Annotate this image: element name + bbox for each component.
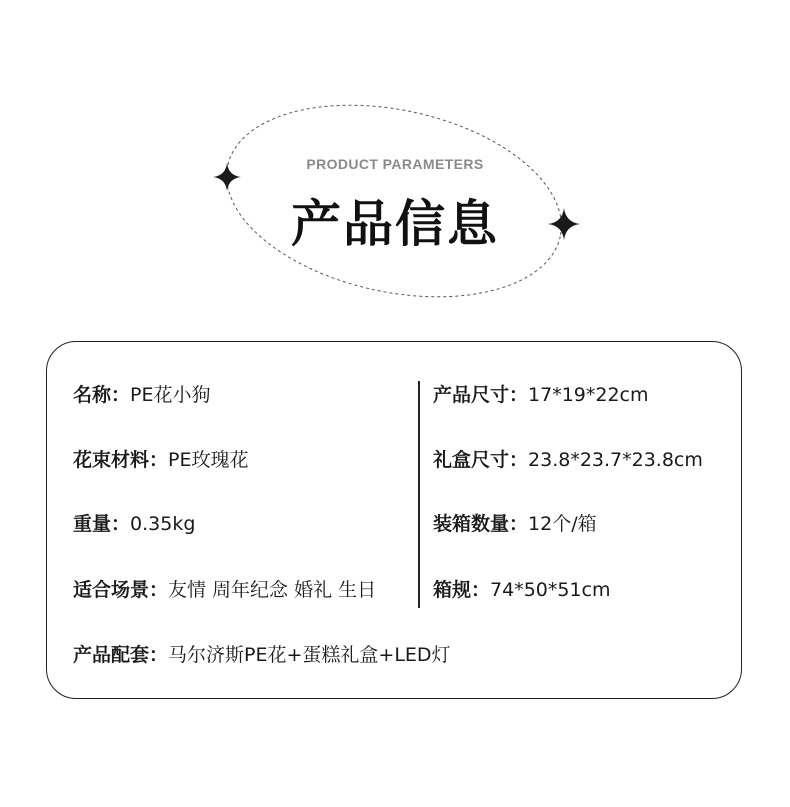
param-value: 马尔济斯PE花+蛋糕礼盒+LED灯 (168, 644, 451, 666)
param-row-accessories (73, 643, 451, 667)
param-label: 适合场景： (73, 579, 169, 601)
param-label: 产品尺寸： (433, 384, 529, 406)
param-value: 23.8*23.7*23.8cm (528, 449, 703, 471)
param-label: 箱规： (433, 579, 491, 601)
param-row-material (73, 448, 248, 472)
param-value: 友情 周年纪念 婚礼 生日 (168, 579, 377, 601)
section-subtitle: PRODUCT PARAMETERS (306, 156, 484, 172)
param-row-box-size (433, 448, 703, 472)
param-value: PE玫瑰花 (168, 449, 249, 471)
param-label: 名称： (73, 384, 131, 406)
param-value: 0.35kg (130, 513, 196, 535)
param-row-weight (73, 512, 195, 536)
param-row-carton-quantity (433, 512, 597, 536)
param-value: 74*50*51cm (490, 579, 611, 601)
header (0, 0, 790, 320)
param-value: 12个/箱 (528, 513, 597, 535)
param-label: 花束材料： (73, 449, 169, 471)
param-label: 重量： (73, 513, 131, 535)
param-row-carton-size (433, 578, 611, 602)
param-value: 17*19*22cm (528, 384, 649, 406)
param-label: 礼盒尺寸： (433, 449, 529, 471)
section-title: 产品信息 (291, 195, 499, 253)
param-value: PE花小狗 (130, 384, 211, 406)
param-label: 产品配套： (73, 644, 169, 666)
param-row-name (73, 383, 210, 407)
param-label: 装箱数量： (433, 513, 529, 535)
param-row-product-size (433, 383, 649, 407)
column-divider (418, 381, 420, 608)
param-row-occasion (73, 578, 376, 602)
